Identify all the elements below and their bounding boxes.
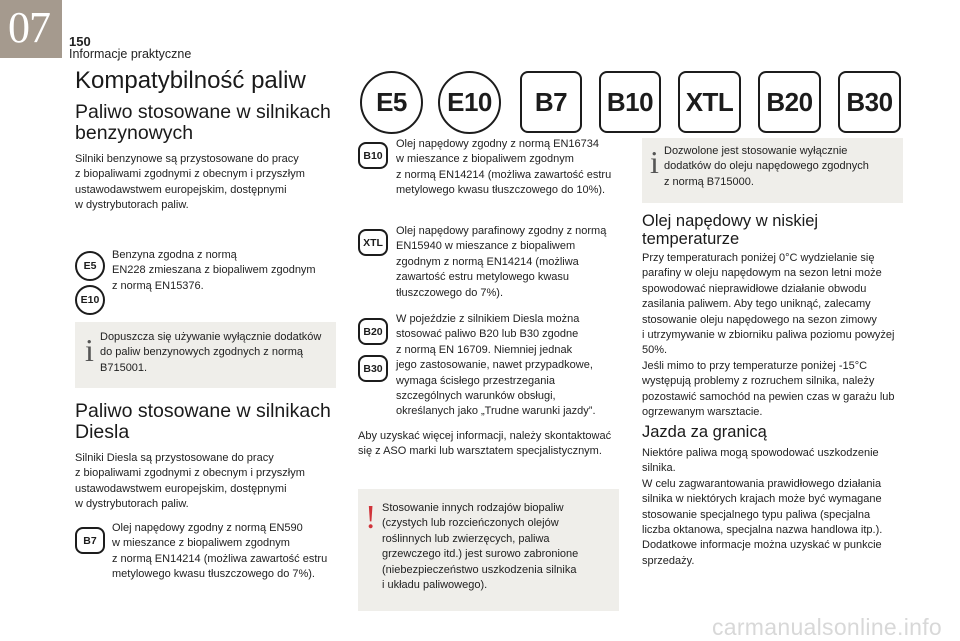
b10-description: Olej napędowy zgodny z normą EN16734 w mieszance z biopaliwem zgodnym z normą EN14214 (możliwa zawartość estru metylowego kwasu tłuszczowego do 10%). bbox=[396, 138, 612, 197]
page-title: Kompatybilność paliw bbox=[75, 67, 306, 94]
low-temp-heading: Olej napędowy w niskiej temperaturze bbox=[642, 212, 819, 248]
diesel-info-note bbox=[642, 138, 903, 203]
abroad-text: Niektóre paliwa mogą spowodować uszkodzenie silnika. W celu zagwarantowania prawidłowego działania silnika w niektórych krajach może być wymagane stosowanie specjalnego typu paliwa (specjalna liczba oktanowa, specjalna nazwa handlowa itp.). Dodatkowe informacje można uzyskać w punkcie sprzedaży. bbox=[642, 447, 883, 567]
b7-badge: B7 bbox=[75, 527, 105, 554]
more-info-text: Aby uzyskać więcej informacji, należy skontaktować się z ASO marki lub warsztatem specjalistycznym. bbox=[358, 430, 612, 458]
diesel-intro: Silniki Diesla są przystosowane do pracy z biopaliwami zgodnymi z obecnym i przyszłym ustawodawstwem europejskim, dostępnymi w dystrybutorach paliw. bbox=[75, 452, 305, 511]
diesel-heading: Paliwo stosowane w silnikach Diesla bbox=[75, 400, 331, 443]
b10-badge: B10 bbox=[358, 142, 388, 169]
warning-icon: ! bbox=[365, 499, 377, 536]
b7-description: Olej napędowy zgodny z normą EN590 w mieszance z biopaliwem zgodnym z normą EN14214 (możliwa zawartość estru metylowego kwasu tłuszczowego do 7%). bbox=[112, 522, 328, 581]
xtl-large-badge: XTL bbox=[678, 71, 741, 133]
b20-badge: B20 bbox=[358, 318, 388, 345]
b30-large-badge: B30 bbox=[838, 71, 901, 133]
e5-badge: E5 bbox=[75, 251, 105, 281]
b10-large-badge: B10 bbox=[599, 71, 661, 133]
b20-large-badge: B20 bbox=[758, 71, 821, 133]
e10-large-badge: E10 bbox=[438, 71, 501, 134]
warning-text: Stosowanie innych rodzajów biopaliw (czystych lub rozcieńczonych olejów roślinnych lub zwierzęcych, paliwa grzewczego itd.) jest surowo zabronione (niebezpieczeństwo uszkodzenia silnika i układu paliwowego). bbox=[382, 502, 579, 592]
chapter-number: 07 bbox=[8, 3, 50, 52]
b7-large-badge: B7 bbox=[520, 71, 582, 133]
info-icon: i bbox=[650, 144, 659, 180]
info-icon: i bbox=[85, 332, 94, 368]
e5-large-badge: E5 bbox=[360, 71, 423, 134]
xtl-description: Olej napędowy parafinowy zgodny z normą EN15940 w mieszance z biopaliwem zgodnym z normą EN14214 (możliwa zawartość estru metylowego kwasu tłuszczowego do 7%). bbox=[396, 225, 607, 299]
petrol-note-text: Dopuszcza się używanie wyłącznie dodatków do paliw benzynowych zgodnych z normą B715001. bbox=[100, 331, 322, 374]
petrol-info-note bbox=[75, 322, 336, 388]
b20-b30-description: W pojeździe z silnikiem Diesla można stosować paliwo B20 lub B30 zgodne z normą EN 16709. Niemniej jednak jego zastosowanie, nawet przypadkowe, wymaga ścisłego przestrzegania szczególnych warunków obsługi, określanych jako „Trudne warunki jazdy”. bbox=[396, 313, 596, 418]
biofuel-warning-note bbox=[358, 489, 619, 611]
watermark: carmanualsonline.info bbox=[711, 614, 942, 640]
petrol-heading: Paliwo stosowane w silnikach benzynowych bbox=[75, 101, 331, 144]
abroad-heading: Jazda za granicą bbox=[642, 423, 767, 441]
e10-badge: E10 bbox=[75, 285, 105, 315]
low-temp-text: Przy temperaturach poniżej 0°C wydzielanie się parafiny w oleju napędowym na sezon letni może spowodować nieprawidłowe działanie obwodu zasilania paliwem. Aby tego uniknąć, zalecamy stosowanie oleju napędowego na sezon zimowy i utrzymywanie w zbiorniku paliwa poziomu powyżej 50%. Jeśli mimo to przy temperaturze poniżej -15°C występują problemy z rozruchem silnika, należy pozostawić samochód na pewien czas w garażu lub ogrzewanym warsztacie. bbox=[642, 252, 895, 419]
petrol-spec: Benzyna zgodna z normą EN228 zmieszana z biopaliwem zgodnym z normą EN15376. bbox=[112, 249, 316, 292]
section-name: Informacje praktyczne bbox=[69, 47, 192, 61]
petrol-intro: Silniki benzynowe są przystosowane do pracy z biopaliwami zgodnymi z obecnym i przyszłym ustawodawstwem europejskim, dostępnymi w dystrybutorach paliw. bbox=[75, 153, 305, 212]
diesel-note-text: Dozwolone jest stosowanie wyłącznie dodatków do oleju napędowego zgodnych z normą B715000. bbox=[664, 145, 869, 188]
page-number: 150 bbox=[69, 34, 91, 49]
b30-badge: B30 bbox=[358, 355, 388, 382]
xtl-badge: XTL bbox=[358, 229, 388, 256]
